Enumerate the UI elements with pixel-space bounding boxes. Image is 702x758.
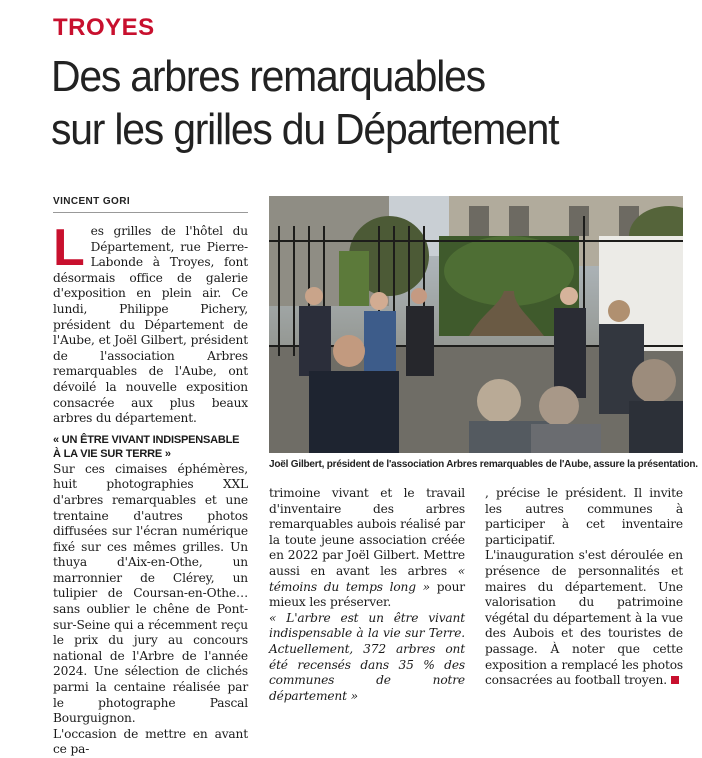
article-column-2 [269, 486, 465, 704]
paragraph-quote-continued: , précise le président. Il invite les autres communes à participer à cet inventaire participatif. [485, 486, 683, 547]
paragraph-occasion: trimoine vivant et le travail d'inventaire des arbres remarquables aubois réalisé par la toute jeune association créée en 2022 par Joël Gilbert. Mettre aussi en avant les arbres « témoins du temps long » pour mieux les préserver. [269, 486, 465, 610]
end-mark-icon [671, 676, 679, 684]
article-column-3 [485, 486, 683, 689]
paragraph-inauguration: L'inauguration s'est déroulée en présence de personnalités et maires du département. Une valorisation du patrimoine végétal du département à la vue des Aubois et des touristes de passage. À noter que cette exposition a remplacé les photos consacrées au football troyen. [485, 548, 683, 688]
section-kicker: TROYES [53, 14, 155, 41]
quote-inline: « témoins du temps long » [269, 563, 465, 594]
article-photo [269, 196, 683, 453]
headline [51, 50, 646, 156]
photo-caption: Joël Gilbert, président de l'association Arbres remarquables de l'Aube, assure la présentation. [269, 459, 698, 470]
subheading: « UN ÊTRE VIVANT INDISPENSABLE À LA VIE SUR TERRE » [53, 433, 240, 460]
byline-divider [53, 212, 248, 213]
photo-illustration [269, 196, 683, 453]
headline-line-1: Des arbres remarquables [51, 52, 485, 101]
paragraph-occasion-start: L'occasion de mettre en avant ce pa- [53, 726, 248, 757]
quote-president: « L'arbre est un être vivant indispensable à la vie sur Terre. Actuellement, 372 arbres ont été recensés dans 35 % des communes de notre département » [269, 610, 465, 703]
article-column-1 [53, 219, 248, 758]
paragraph-photos: Sur ces cimaises éphémères, huit photographies XXL d'arbres remarquables et une trentaine d'autres photos diffusées sur l'écran numérique fixé sur ces mêmes grilles. Un thuya d'Aix-en-Othe, un marronnier de Clérey, un tulipier de Coursan-en-Othe… sans oublier le chêne de Pont-sur-Seine qui a récemment reçu le prix du jury au concours national de l'Arbre de l'année 2024. Une sélection de clichés parmi la centaine réalisée par le photographe Pascal Bourguignon. [53, 461, 248, 726]
drop-cap: L [53, 219, 85, 277]
paragraph-intro: Les grilles de l'hôtel du Département, rue Pierre-Labonde à Troyes, font désormais office de galerie d'exposition en plein air. Ce lundi, Philippe Pichery, président du Département de l'Aube, et Joël Gilbert, président de l'association Arbres remarquables de l'Aube, ont dévoilé la nouvelle exposition consacrée aux plus beaux arbres du département. [53, 219, 248, 426]
author-byline: VINCENT GORI [53, 196, 131, 207]
headline-line-2: sur les grilles du Département [51, 105, 559, 154]
